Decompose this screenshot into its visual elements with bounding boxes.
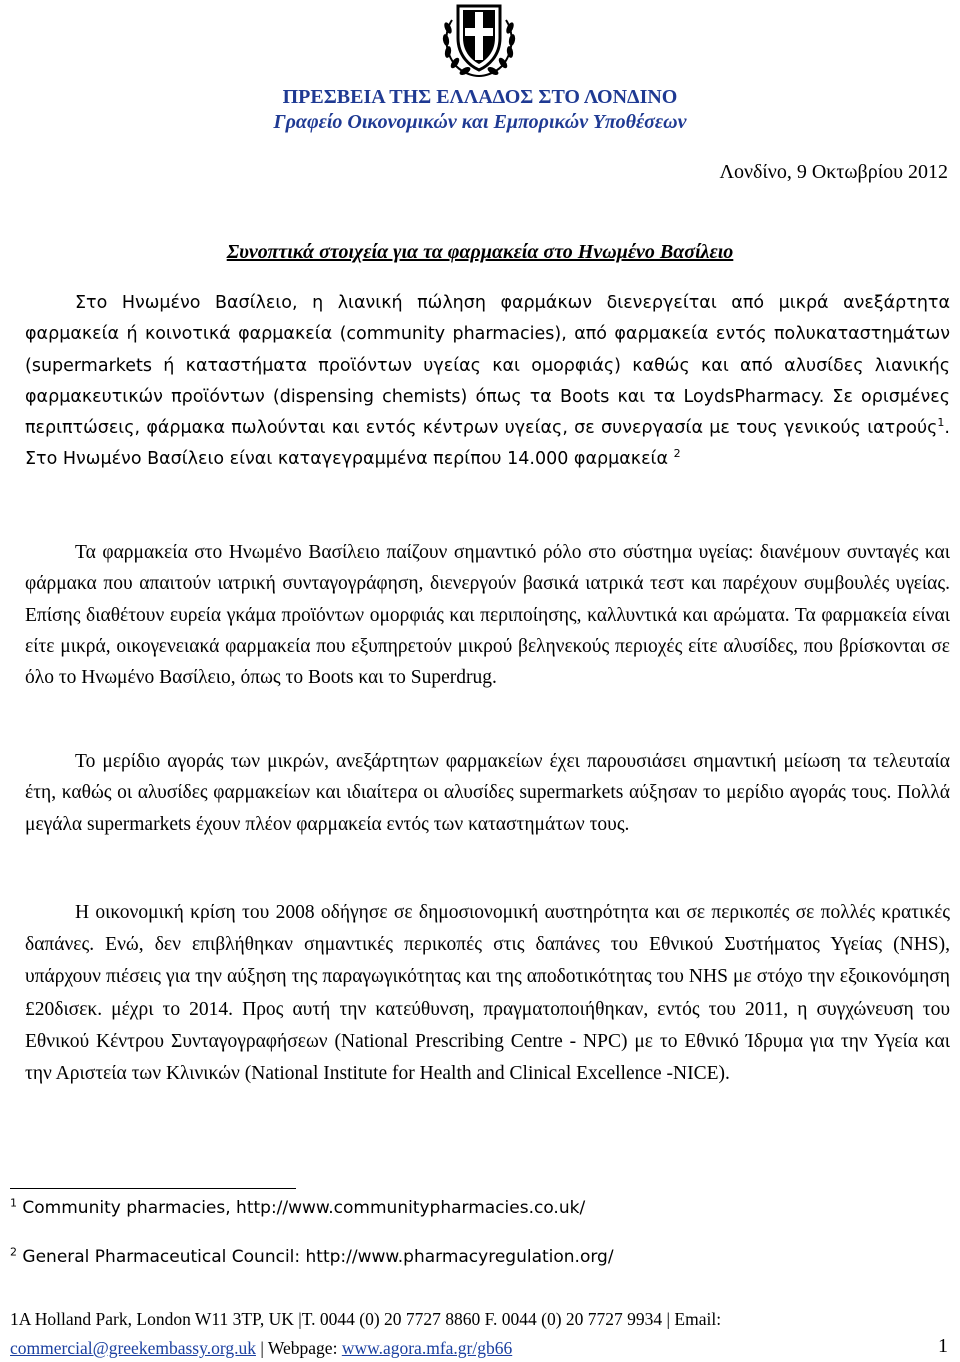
footnote-2-number: 2 xyxy=(10,1245,17,1259)
paragraph-2-text: Τα φαρμακεία στο Ηνωμένο Βασίλειο παίζουν σημαντικό ρόλο στο σύστημα υγείας: διανέμουν συνταγές και φάρμακα που απαιτούν ιατρική συνταγογράφηση, διενεργούν βασικά ιατρικά τεστ και παρέχουν συμβουλές υγείας. Επίσης διαθέτουν ευρεία γκάμα προϊόντων ομορφιάς και περιποίησης, καλλυντικά και αρώματα. Τα φαρμακεία είναι είτε μικρά, οικογενειακά φαρμακεία που εξυπηρετούν μικρού βεληνεκούς περιοχές είτε αλυσίδες, που βρίσκονται σε όλο το Ηνωμένο Βασίλειο, όπως το Boots και το Superdrug. xyxy=(25,542,950,689)
page-number: 1 xyxy=(938,1335,948,1357)
paragraph-1 xyxy=(25,288,950,476)
footer-address: 1A Holland Park, London W11 3TP, UK |T. 0044 (0) 20 7727 8860 F. 0044 (0) 20 7727 9934 | Email: xyxy=(10,1309,722,1329)
paragraph-3 xyxy=(25,746,950,840)
document-title: Συνοπτικά στοιχεία για τα φαρμακεία στο Ηνωμένο Βασίλειο xyxy=(226,241,734,263)
paragraph-3-text: Το μερίδιο αγοράς των μικρών, ανεξάρτητων φαρμακείων έχει παρουσιάσει σημαντική μείωση τα τελευταία έτη, καθώς οι αλυσίδες φαρμακείων και ιδιαίτερα οι αλυσίδες supermarkets αύξησαν το μερίδιο αγοράς τους. Πολλά μεγάλα supermarkets έχουν πλέον φαρμακεία εντός των καταστημάτων τους. xyxy=(25,751,950,835)
document-date: Λονδίνο, 9 Οκτωβρίου 2012 xyxy=(719,161,948,183)
footnote-1-number: 1 xyxy=(10,1196,17,1210)
footer-webpage-link[interactable]: www.agora.mfa.gr/gb66 xyxy=(341,1338,513,1358)
footer-separator: | Webpage: xyxy=(255,1338,342,1358)
footnote-2 xyxy=(10,1247,614,1267)
paragraph-1-text-b: . Στο Ηνωμένο Βασίλειο είναι καταγεγραμμένα περίπου 14.000 φαρμακεία xyxy=(25,418,950,470)
footer-contact xyxy=(10,1338,512,1359)
embassy-heading: ΠΡΕΣΒΕΙΑ ΤΗΣ ΕΛΛΑΔΟΣ ΣΤΟ ΛΟΝΔΙΝΟ xyxy=(282,86,678,108)
paragraph-4 xyxy=(25,897,950,1090)
footnote-1 xyxy=(10,1198,585,1218)
paragraph-4-text: Η οικονομική κρίση του 2008 οδήγησε σε δημοσιονομική αυστηρότητα και σε περικοπές σε πολλές κρατικές δαπάνες. Ενώ, δεν επιβλήθηκαν σημαντικές περικοπές στις δαπάνες του Εθνικού Συστήματος Υγείας (NHS), υπάρχουν πιέσεις για την αύξηση της παραγωγικότητας και της αποδοτικότητας του NHS με στόχο την εξοικονόμηση £20δισεκ. μέχρι το 2014. Προς αυτή την κατεύθυνση, πραγματοποιήθηκαν, εντός του 2011, η συγχώνευση του Εθνικού Κέντρου Συνταγογραφήσεων (National Prescribing Centre - NPC) με το Εθνικό Ίδρυμα για την Υγεία και την Αριστεία των Κλινικών (National Institute for Health and Clinical Excellence -NICE). xyxy=(25,902,950,1085)
footnote-1-text: Community pharmacies, http://www.communitypharmacies.co.uk/ xyxy=(22,1198,586,1218)
office-subheading: Γραφείο Οικονομικών και Εμπορικών Υποθέσεων xyxy=(273,111,687,133)
footnote-separator xyxy=(10,1188,296,1189)
footer-email-link[interactable]: commercial@greekembassy.org.uk xyxy=(10,1338,256,1358)
footnote-ref-1[interactable]: 1 xyxy=(937,416,945,430)
greek-coat-of-arms-icon xyxy=(438,2,520,78)
paragraph-2 xyxy=(25,537,950,693)
footnote-2-text: General Pharmaceutical Council: http://www.pharmacyregulation.org/ xyxy=(22,1247,614,1267)
footnote-ref-2[interactable]: 2 xyxy=(673,447,681,461)
paragraph-1-text-a: Στο Ηνωμένο Βασίλειο, η λιανική πώληση φαρμάκων διενεργείται από μικρά ανεξάρτητα φαρμακεία ή κοινοτικά φαρμακεία (community pharmacies), από φαρμακεία εντός πολυκαταστημάτων (supermarkets ή καταστήματα προϊόντων υγείας και ομορφιάς) καθώς και από αλυσίδες λιανικής φαρμακευτικών προϊόντων (dispensing chemists) όπως τα Boots και τα LoydsPharmacy. Σε ορισμένες περιπτώσεις, φάρμακα πωλούνται και εντός κέντρων υγείας, σε συνεργασία με τους γενικούς ιατρούς xyxy=(25,293,950,439)
